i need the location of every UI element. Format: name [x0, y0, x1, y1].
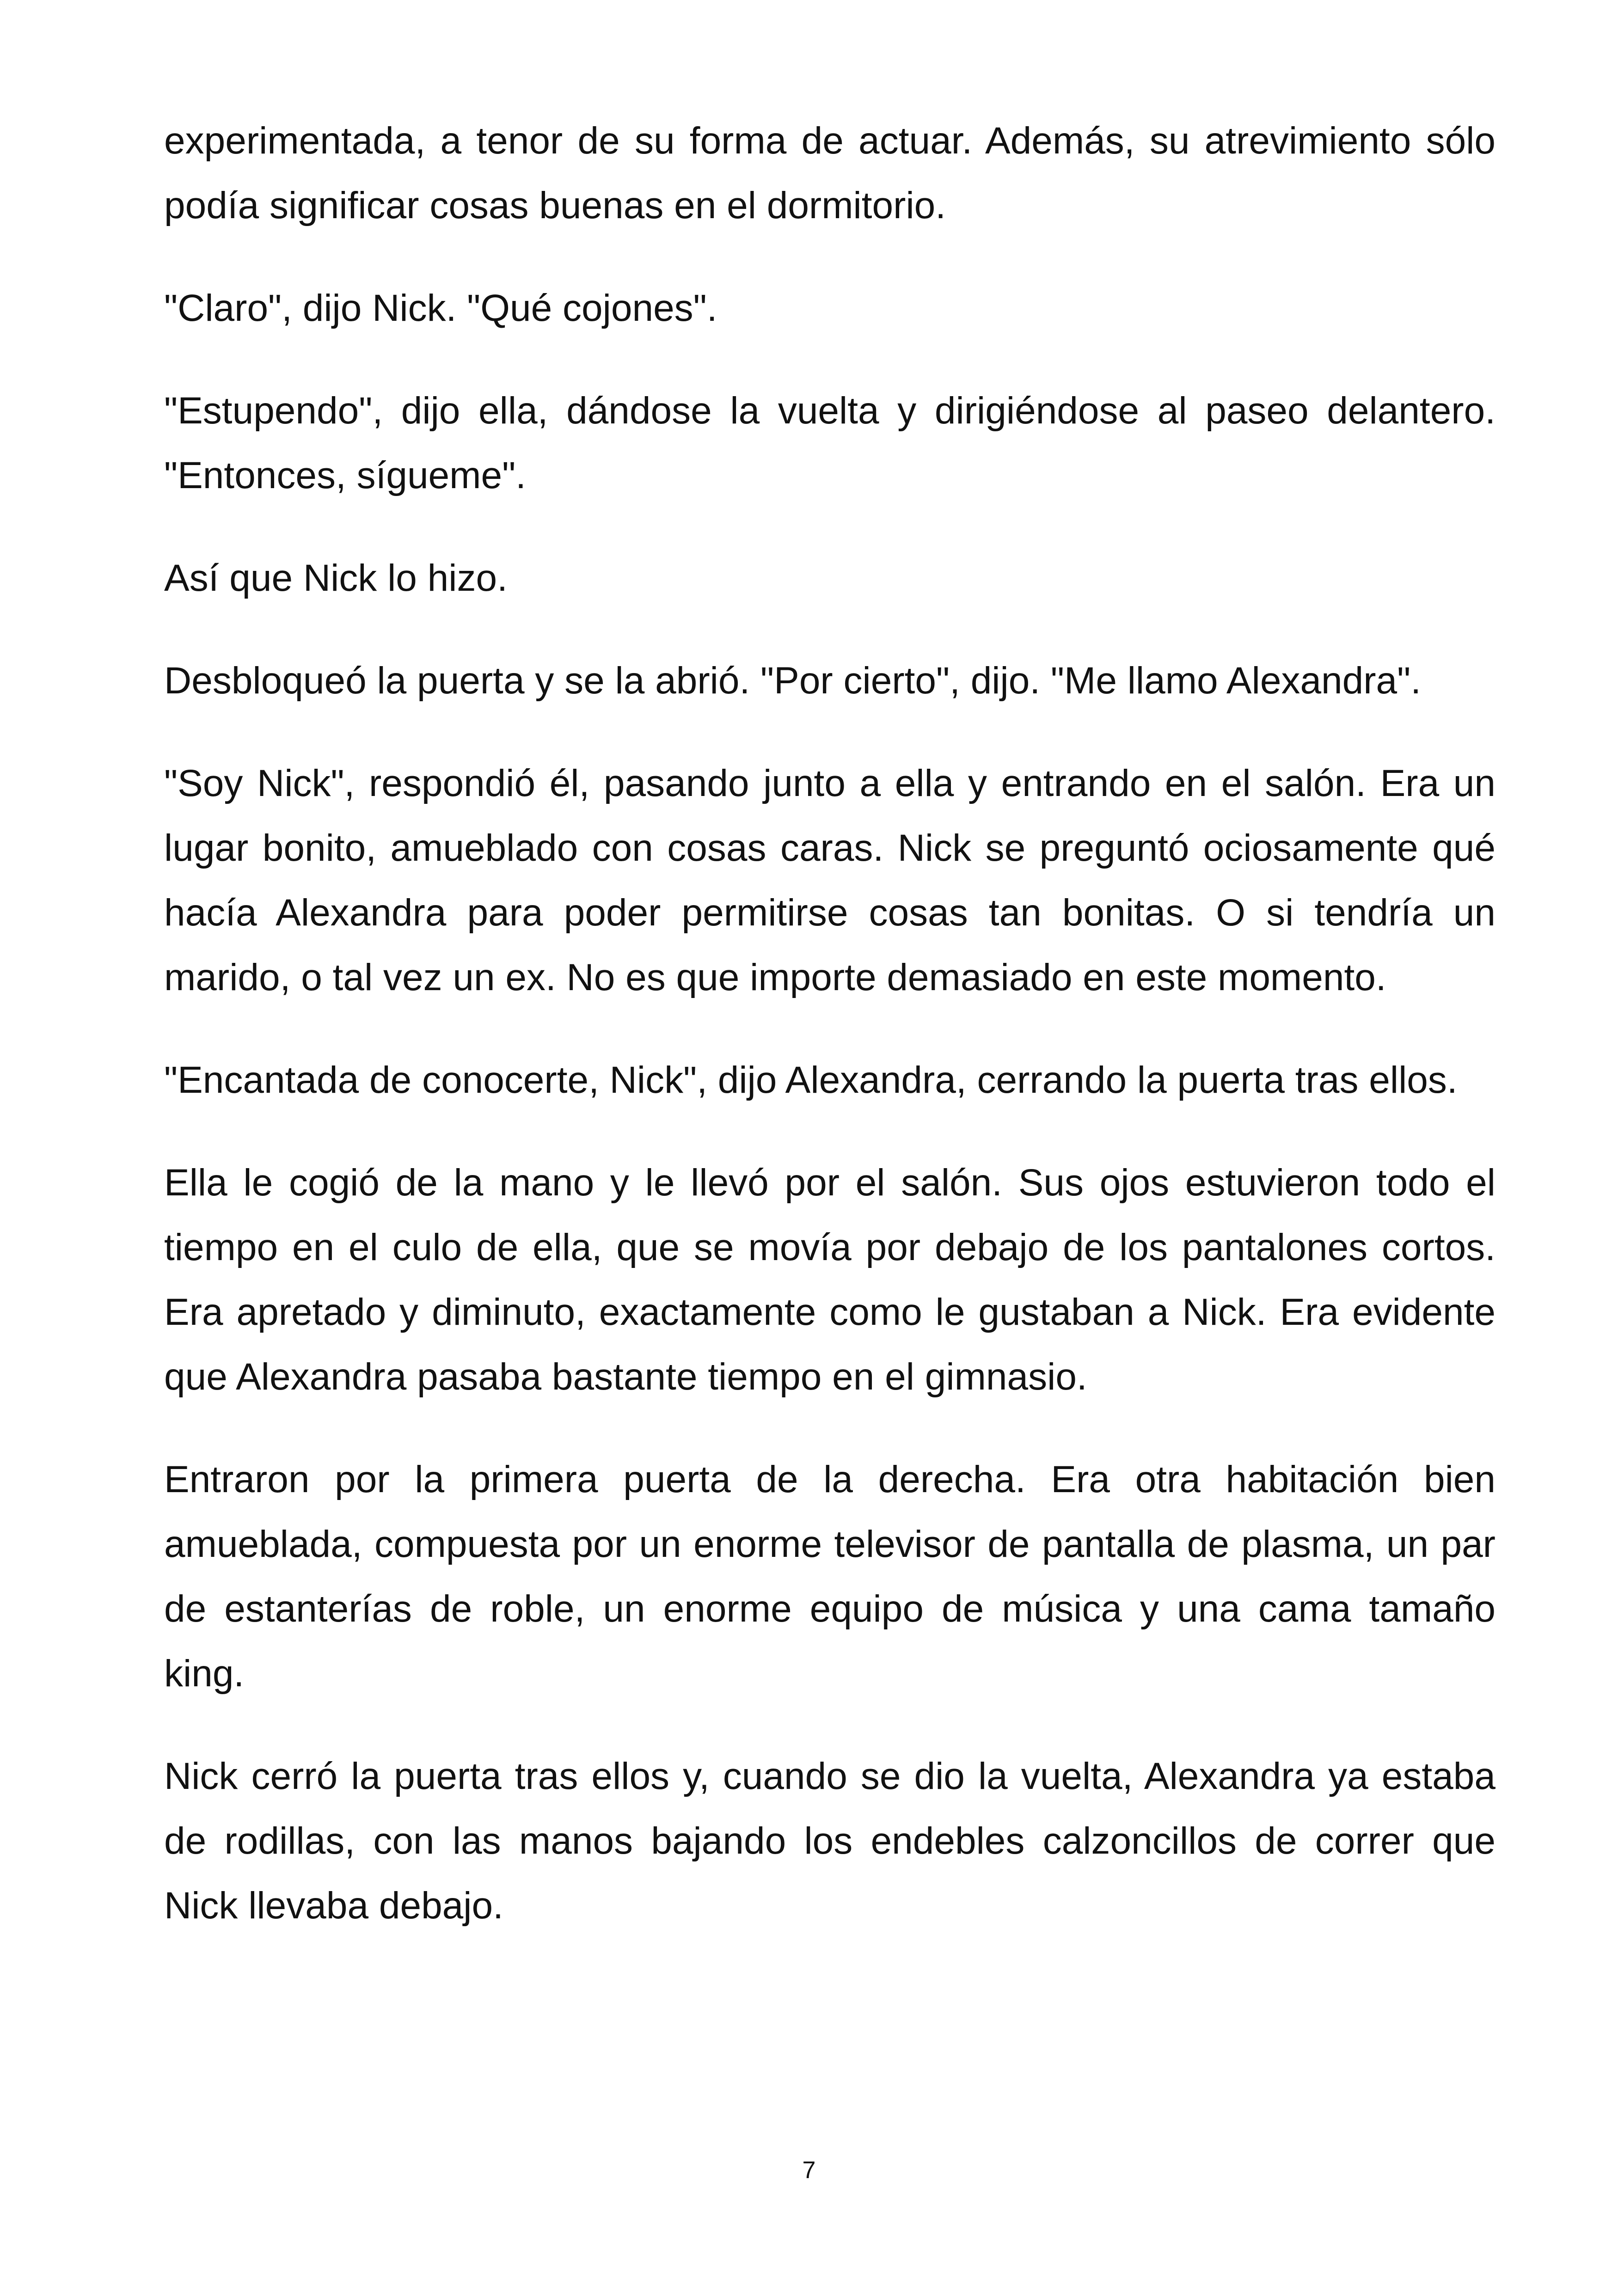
paragraph-3: "Estupendo", dijo ella, dándose la vuelta y dirigiéndose al paseo delantero. "Entonces, sígueme". [164, 390, 1495, 496]
paragraph-9: Entraron por la primera puerta de la derecha. Era otra habitación bien amueblada, compuesta por un enorme televisor de pantalla de plasma, un par de estanterías de roble, un enorme equipo de música y una cama tamaño king. [164, 1458, 1495, 1695]
paragraph-5: Desbloqueó la puerta y se la abrió. "Por cierto", dijo. "Me llamo Alexandra". [164, 660, 1422, 702]
paragraph-10: Nick cerró la puerta tras ellos y, cuando se dio la vuelta, Alexandra ya estaba de rodillas, con las manos bajando los endebles calzoncillos de correr que Nick llevaba debajo. [164, 1755, 1495, 1927]
paragraph-8: Ella le cogió de la mano y le llevó por el salón. Sus ojos estuvieron todo el tiempo en el culo de ella, que se movía por debajo de los pantalones cortos. Era apretado y diminuto, exactamente como le gustaban a Nick. Era evidente que Alexandra pasaba bastante tiempo en el gimnasio. [164, 1162, 1495, 1398]
paragraph-1: experimentada, a tenor de su forma de actuar. Además, su atrevimiento sólo podía significar cosas buenas en el dormitorio. [164, 120, 1495, 227]
paragraph-4: Así que Nick lo hizo. [164, 557, 508, 599]
paragraph-7: "Encantada de conocerte, Nick", dijo Alexandra, cerrando la puerta tras ellos. [164, 1059, 1458, 1101]
paragraph-2: "Claro", dijo Nick. "Qué cojones". [164, 287, 717, 329]
paragraph-6: "Soy Nick", respondió él, pasando junto a ella y entrando en el salón. Era un lugar bonito, amueblado con cosas caras. Nick se preguntó ociosamente qué hacía Alexandra para poder permitirse cosas tan bonitas. O si tendría un marido, o tal vez un ex. No es que importe demasiado en este momento. [164, 762, 1495, 998]
body-text [164, 109, 1495, 1938]
page-number: 7 [802, 2157, 816, 2184]
